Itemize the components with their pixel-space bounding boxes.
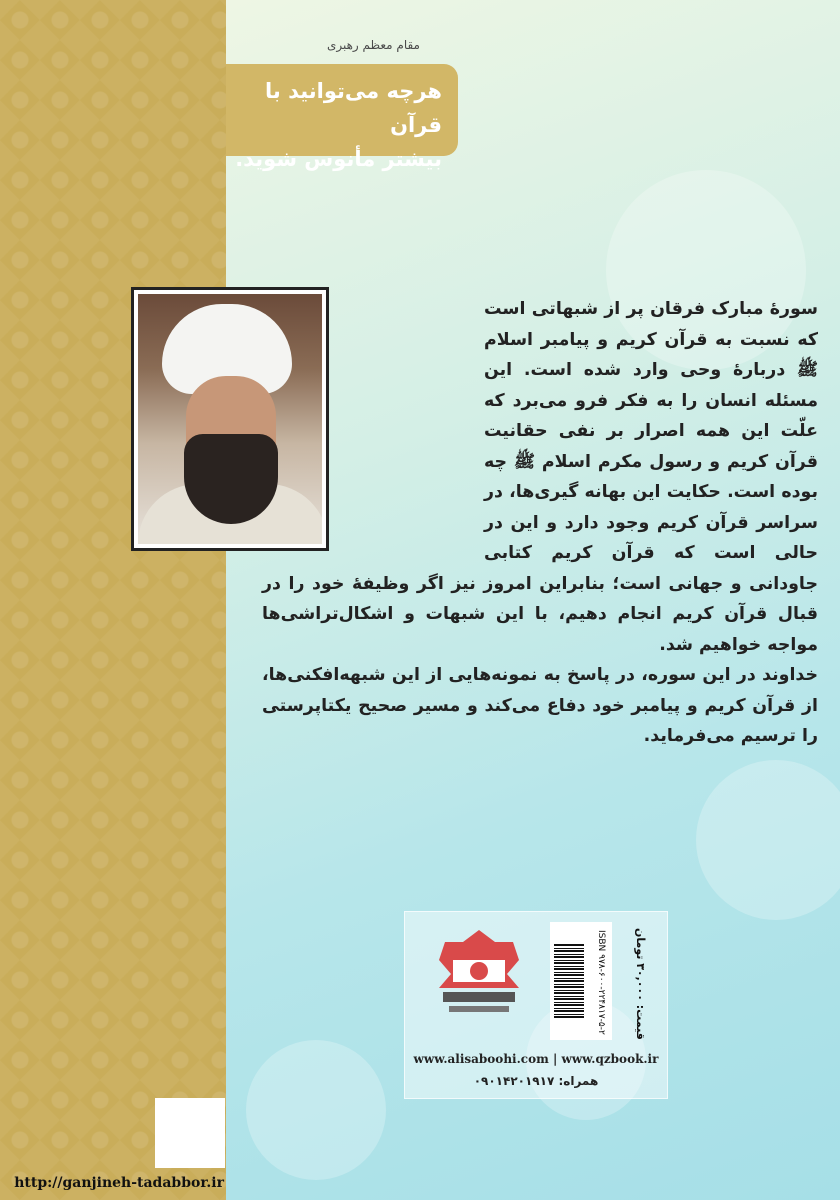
publisher-logo	[435, 926, 523, 1022]
publisher-websites: www.alisaboohi.com | www.qzbook.ir	[413, 1052, 659, 1066]
price-text: قیمت: ۳۰,۰۰۰ تومان	[634, 928, 647, 1040]
isbn-text: ISBN ۹۷۸-۶۰۰-۲۲۴۸۱۷-۵-۲	[596, 930, 606, 1035]
quote-box	[226, 64, 458, 171]
barcode	[550, 922, 612, 1040]
body-paragraph-2: خداوند در این سوره، در پاسخ به نمونه‌هایی از این شبهه‌افکنی‌ها، از قرآن کریم و پیامبر خود دفاع می‌کند و مسیر صحیح یکتاپرستی را ترسیم می‌فرماید.	[262, 665, 818, 746]
quote-line-2: بیشتر مأنوس شوید.	[235, 147, 442, 171]
quote-attribution: مقام معظم رهبری	[326, 38, 420, 52]
left-gold-band	[0, 0, 226, 1200]
body-paragraph-1: سورهٔ مبارک فرقان پر از شبهاتی است که نسبت به قرآن کریم و پیامبر اسلام ﷺ دربارهٔ وحی وارد شده است. این مسئله انسان را به فکر فرو می‌برد که علّت این همه اصرار بر نفی حقانیت قرآن کریم و رسول مکرم اسلام ﷺ چه بوده است. حکایت این بهانه گیری‌ها، در سراسر قرآن کریم وجود دارد و این در حالی است که قرآن کریم کتابی جاودانی و جهانی است؛ بنابراین امروز نیز اگر وظیفهٔ خود را در قبال قرآن کریم انجام دهیم، با این شبهات و اشکال‌تراشی‌ها مواجه خواهیم شد.	[262, 299, 818, 655]
qr-code	[155, 1098, 225, 1168]
publisher-phone: همراه: ۰۹۰۱۴۲۰۱۹۱۷	[473, 1074, 599, 1088]
website-url: http://ganjineh-tadabbor.ir	[14, 1175, 224, 1191]
back-cover-text	[262, 294, 818, 752]
photo-spacer	[262, 294, 484, 564]
quote-line-1: هرچه می‌توانید با قرآن	[265, 79, 442, 137]
publisher-box	[404, 911, 668, 1099]
